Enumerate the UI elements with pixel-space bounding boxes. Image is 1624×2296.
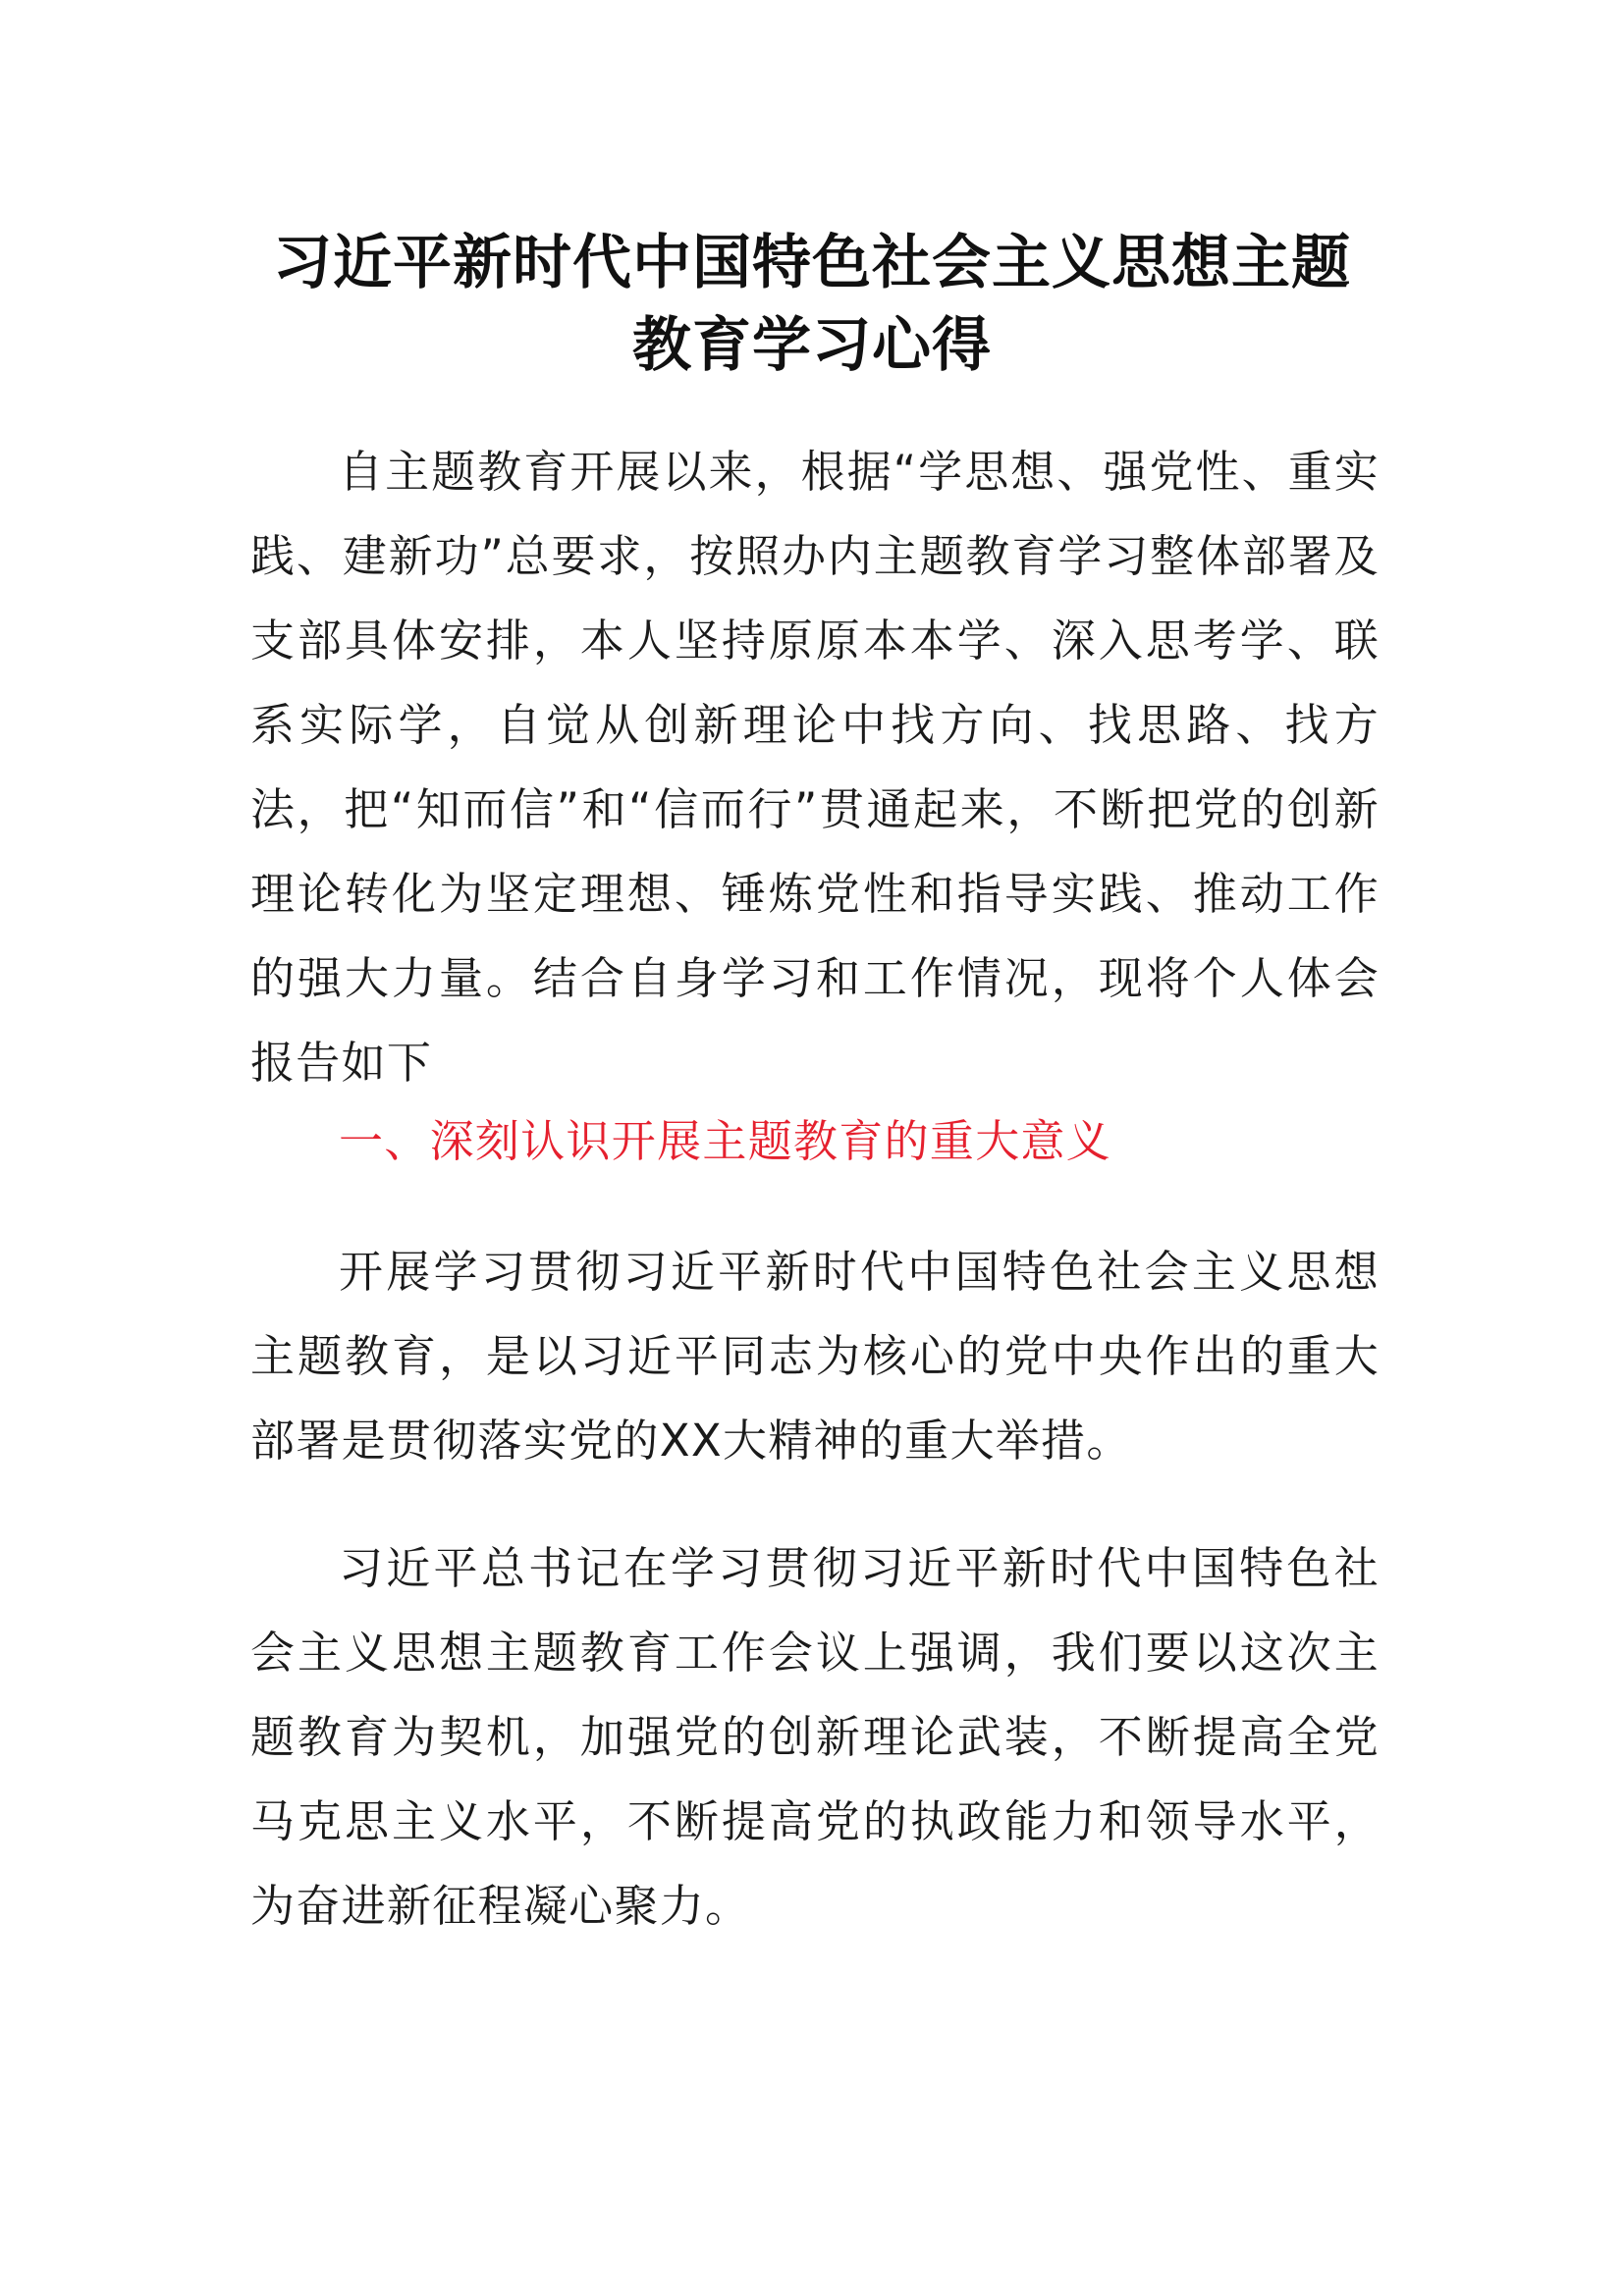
section-1-paragraph-1: 开展学习贯彻习近平新时代中国特色社会主义思想主题教育，是以习近平同志为核心的党中央作出的重大部署是贯彻落实党的XX大精神的重大举措。 xyxy=(250,1246,1380,1467)
document-title-line-1: 习近平新时代中国特色社会主义思想主题 xyxy=(273,229,1351,297)
document-title-line-2: 教育学习心得 xyxy=(632,311,992,380)
section-heading-1: 一、深刻认识开展主题教育的重大意义 xyxy=(339,1115,1112,1167)
intro-paragraph: 自主题教育开展以来，根据“学思想、强党性、重实践、建新功”总要求，按照办内主题教育学习整体部署及支部具体安排，本人坚持原原本本学、深入思考学、联系实际学，自觉从创新理论中找方向、找思路、找方法，把“知而信”和“信而行”贯通起来，不断把党的创新理论转化为坚定理想、锤炼党性和指导实践、推动工作的强大力量。结合自身学习和工作情况，现将个人体会报告如下 xyxy=(250,446,1380,1089)
section-1-paragraph-2: 习近平总书记在学习贯彻习近平新时代中国特色社会主义思想主题教育工作会议上强调，我们要以这次主题教育为契机，加强党的创新理论武装，不断提高全党马克思主义水平，不断提高党的执政能力和领导水平，为奋进新征程凝心聚力。 xyxy=(250,1542,1380,1932)
